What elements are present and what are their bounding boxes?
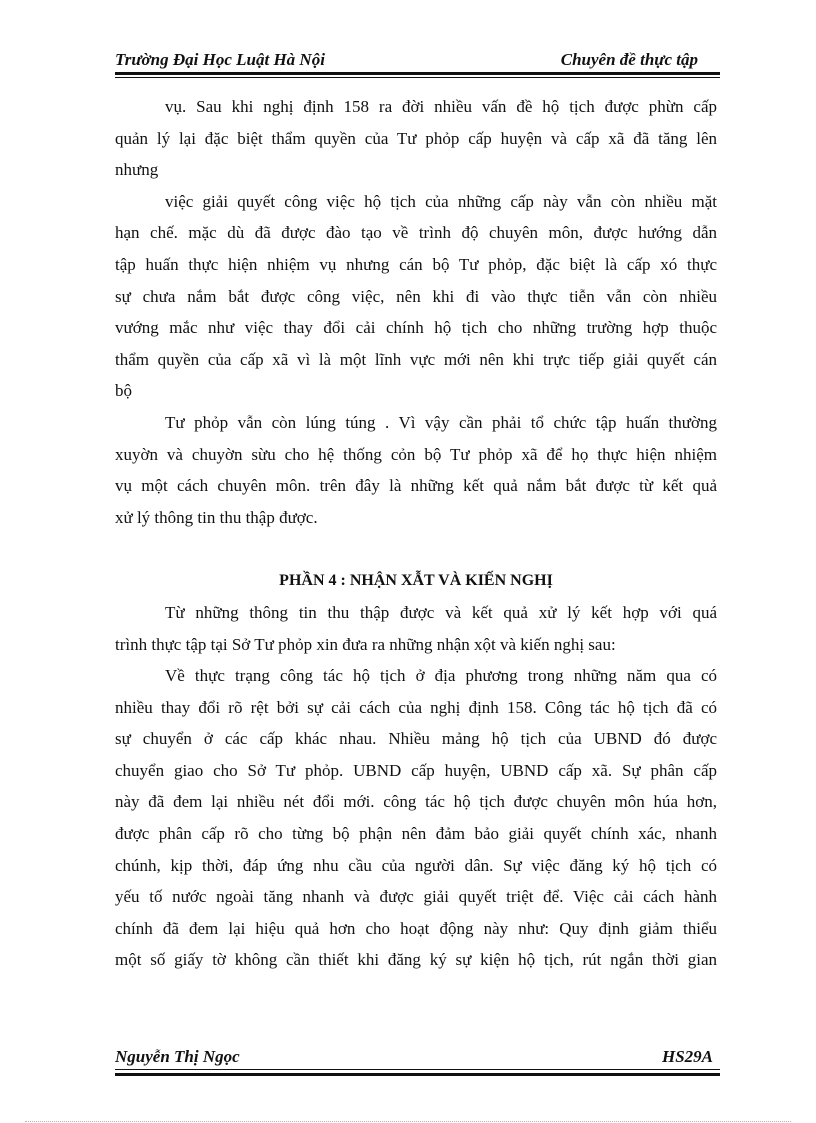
text-line: chính đã đem lại hiệu quả hơn cho hoạt động này như: Quy định giảm thiểu: [115, 918, 717, 938]
page-edge-divider: [25, 1121, 791, 1122]
text-line: tập huấn thực hiện nhiệm vụ nhưng cán bộ Tư phỏp, đặc biệt là cấp xó thực: [115, 254, 717, 274]
text-line: được phân cấp rõ cho từng bộ phận nên đảm bảo giải quyết chính xác, nhanh: [115, 824, 717, 844]
footer-class-code: HS29A: [661, 1047, 713, 1066]
text-line: hạn chế. mặc dù đã được đào tạo về trình độ chuyên môn, được hướng dẫn: [115, 223, 717, 243]
section-heading: PHẦN 4 : NHẬN XẪT VÀ KIẾN NGHỊ: [279, 572, 553, 590]
text-line: thẩm quyền của cấp xã vì là một lĩnh vực mới nên khi trực tiếp giải quyết cán: [115, 349, 717, 369]
text-line: nhiều thay đổi rõ rệt bởi sự cải cách của nghị định 158. Công tác hộ tịch đã có: [115, 697, 717, 717]
footer-author-name: Nguyễn Thị Ngọc: [115, 1047, 240, 1066]
text-line: sự chuyển ở các cấp khác nhau. Nhiều mảng hộ tịch của UBND đó được: [115, 729, 717, 749]
text-line: xử lý thông tin thu thập được.: [115, 507, 318, 527]
text-line: một số giấy tờ không cần thiết khi đăng ký sự kiện hộ tịch, rút ngắn thời gian: [115, 950, 717, 970]
text-line: sự chưa nắm bắt được công việc, nên khi đi vào thực tiễn vẫn còn nhiều: [115, 286, 717, 306]
footer-rule-thick: [115, 1073, 720, 1076]
header-school-name: Trường Đại Học Luật Hà Nội: [115, 50, 325, 69]
text-line: này đã đem lại nhiều nét đổi mới. công tác hộ tịch được chuyên môn húa hơn,: [115, 792, 717, 812]
paragraph-4: [115, 597, 717, 660]
text-line: yếu tố nước ngoài tăng nhanh và được giải quyết triệt để. Việc cải cách hành: [115, 887, 717, 907]
header-document-title: Chuyên đề thực tập: [560, 50, 698, 69]
page-header: [115, 48, 718, 72]
text-line: việc giải quyết công việc hộ tịch của những cấp này vẫn còn nhiều mặt: [165, 191, 717, 211]
paragraph-2: [115, 186, 717, 407]
text-line: trình thực tập tại Sở Tư phỏp xin đưa ra những nhận xột và kiến nghị sau:: [115, 634, 616, 654]
text-line: vướng mắc như việc thay đổi cải chính hộ tịch cho những trường hợp thuộc: [115, 318, 717, 338]
paragraph-5: [115, 660, 717, 976]
header-rule-thin: [115, 77, 720, 78]
text-line: Từ những thông tin thu thập được và kết quả xử lý kết hợp với quá: [165, 602, 717, 622]
document-body: [115, 91, 717, 976]
text-line: chuyển giao cho Sở Tư phỏp. UBND cấp huyện, UBND cấp xã. Sự phân cấp: [115, 760, 717, 780]
text-line: vụ. Sau khi nghị định 158 ra đời nhiều vấn đề hộ tịch được phừn cấp: [165, 97, 717, 116]
text-line: bộ: [115, 381, 132, 401]
paragraph-3: [115, 407, 717, 533]
text-line: Về thực trạng công tác hộ tịch ở địa phương trong những năm qua có: [165, 666, 717, 686]
header-rule-thick: [115, 72, 720, 75]
text-line: quản lý lại đặc biệt thẩm quyền của Tư phỏp cấp huyện và cấp xã đã tăng lên: [115, 128, 717, 148]
text-line: xuyờn và chuyờn sừu cho hệ thống cỏn bộ Tư phỏp xã để họ thực hiện nhiệm: [115, 444, 717, 464]
text-line: vụ một cách chuyên môn. trên đây là những kết quả nắm bắt được từ kết quả: [115, 476, 717, 496]
text-line: nhưng: [115, 160, 159, 180]
footer-rule-thin: [115, 1069, 720, 1070]
text-line: Tư phỏp vẫn còn lúng túng . Vì vậy cần phải tổ chức tập huấn thường: [165, 412, 717, 432]
text-line: chúnh, kịp thời, đáp ứng nhu cầu của người dân. Sự việc đăng ký hộ tịch có: [115, 855, 717, 875]
page-footer: [115, 1047, 718, 1071]
paragraph-1: [115, 91, 717, 186]
